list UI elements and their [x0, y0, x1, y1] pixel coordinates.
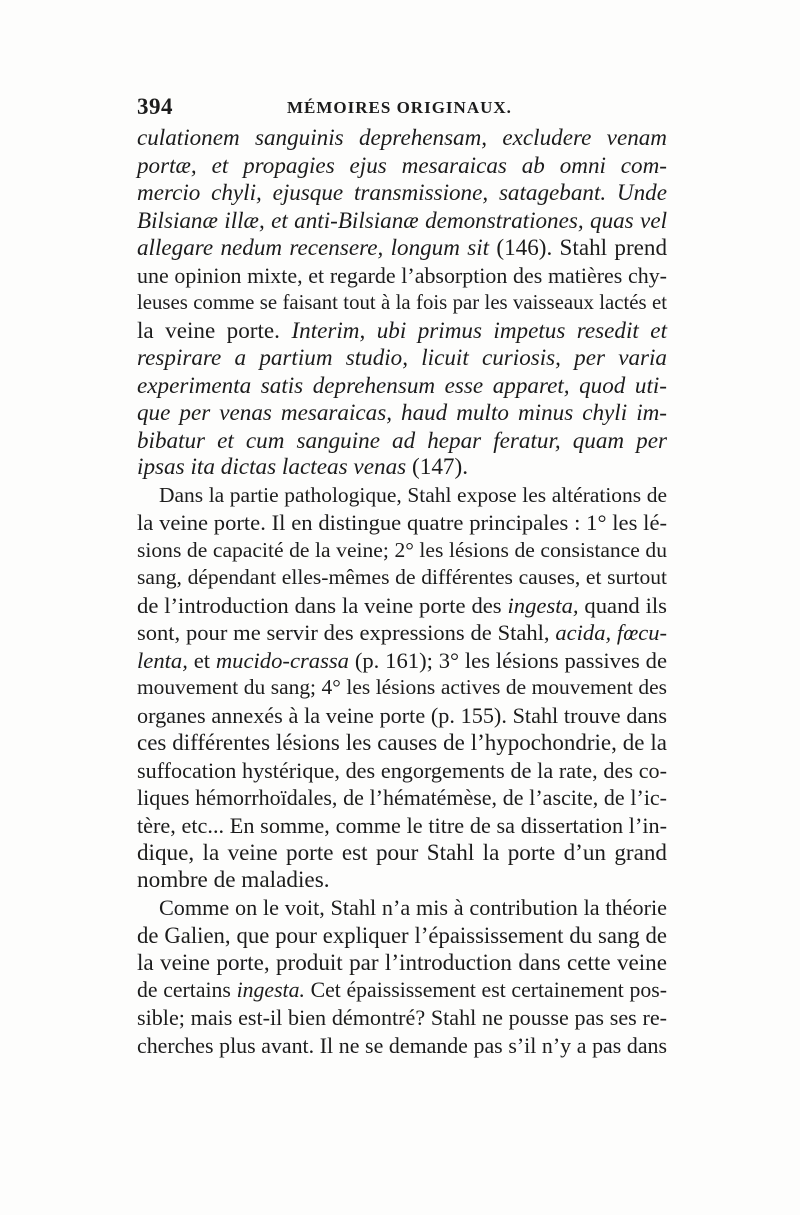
- text-line: [137, 674, 667, 702]
- text-segment: nombre de maladies.: [137, 866, 330, 893]
- text-segment: organes annexés à la veine porte (p. 155). Stahl trouve dans: [137, 702, 667, 728]
- text-segment: (p. 161); 3° les lésions passives de: [349, 647, 667, 673]
- text-segment: Dans la partie pathologique, Stahl expose les altérations de: [159, 482, 667, 507]
- text-segment: liques hémorrhoïdales, de l’hématémèse, de l’ascite, de l’ic-: [137, 785, 667, 810]
- text-segment: la veine porte. Il en distingue quatre principales : 1° les lé-: [137, 510, 667, 535]
- text-line: [137, 1004, 667, 1032]
- text-line: [137, 839, 667, 867]
- text-line: [137, 894, 667, 922]
- italic-text-segment: que per venas mesaraicas, haud multo minus chyli im-: [137, 399, 667, 425]
- text-line: [137, 317, 667, 345]
- text-segment: sions de capacité de la veine; 2° les lésions de consistance du: [137, 537, 667, 562]
- page-number: 394: [137, 94, 173, 119]
- text-line: [137, 1032, 667, 1060]
- text-line: [137, 867, 667, 895]
- italic-text-segment: portæ, et propagies ejus mesaraicas ab omni com-: [137, 151, 667, 178]
- text-line: [137, 509, 667, 537]
- text-line: [137, 179, 667, 207]
- text-segment: Cet épaississement est certainement pos-: [304, 977, 667, 1002]
- italic-text-segment: ingesta.: [236, 977, 305, 1002]
- text-line: [137, 152, 667, 180]
- text-line: [137, 454, 667, 482]
- text-line: [137, 812, 667, 840]
- text-line: [137, 427, 667, 455]
- text-line: [137, 757, 667, 785]
- text-segment: sang, dépendant elles-mêmes de différentes causes, et surtout: [137, 565, 667, 589]
- text-segment: la veine porte, produit par l’introduction dans cette veine: [137, 949, 667, 975]
- text-line: [137, 289, 667, 317]
- italic-text-segment: mucido-crassa: [215, 647, 349, 673]
- italic-text-segment: ipsas ita dictas lacteas venas: [137, 454, 407, 480]
- text-segment: une opinion mixte, et regarde l’absorption des matières chy-: [137, 262, 667, 288]
- text-segment: sont, pour me servir des expressions de Stahl,: [137, 620, 556, 645]
- page-header: [137, 94, 677, 124]
- text-segment: (147).: [406, 454, 469, 480]
- text-line: [137, 262, 667, 290]
- italic-text-segment: Interim, ubi primus impetus resedit et: [291, 316, 667, 343]
- text-line: [137, 619, 667, 647]
- italic-text-segment: allegare nedum recensere, longum sit: [137, 234, 490, 260]
- italic-text-segment: mercio chyli, ejusque transmissione, satagebant. Unde: [137, 179, 667, 205]
- text-segment: et: [187, 647, 216, 673]
- text-segment: ces différentes lésions les causes de l’hypochondrie, de la: [137, 730, 667, 755]
- text-segment: de certains: [137, 977, 237, 1002]
- text-line: [137, 729, 667, 757]
- text-segment: sible; mais est-il bien démontré? Stahl ne pousse pas ses re-: [137, 1005, 667, 1030]
- text-line: [137, 344, 667, 372]
- text-line: [137, 784, 667, 812]
- text-line: [137, 702, 667, 730]
- text-line: [137, 949, 667, 977]
- running-head: MÉMOIRES ORIGINAUX.: [287, 98, 512, 117]
- italic-text-segment: lenta,: [137, 647, 188, 673]
- text-line: [137, 537, 667, 565]
- italic-text-segment: experimenta satis deprehensum esse apparet, quod uti-: [137, 371, 667, 398]
- text-line: [137, 482, 667, 510]
- text-segment: de l’introduction dans la veine porte des: [137, 592, 508, 618]
- text-line: [137, 372, 667, 400]
- text-line: [137, 207, 667, 235]
- text-segment: tère, etc... En somme, comme le titre de sa dissertation l’in-: [137, 812, 667, 838]
- text-segment: suffocation hystérique, des engorgements de la rate, des co-: [137, 757, 667, 783]
- text-line: [137, 399, 667, 427]
- italic-text-segment: respirare a partium studio, licuit curiosis, per varia: [137, 344, 667, 370]
- text-line: [137, 124, 667, 152]
- text-segment: Comme on le voit, Stahl n’a mis à contribution la théorie: [159, 895, 667, 920]
- text-segment: de Galien, que pour expliquer l’épaississement du sang de: [137, 922, 667, 948]
- italic-text-segment: acida, fœcu-: [555, 620, 667, 645]
- text-segment: dique, la veine porte est pour Stahl la porte d’un grand: [137, 839, 667, 865]
- text-segment: cherches plus avant. Il ne se demande pas s’il n’y a pas dans: [137, 1032, 667, 1058]
- body-text: [137, 124, 667, 1059]
- text-line: [137, 977, 667, 1005]
- text-line: [137, 922, 667, 950]
- text-segment: (146). Stahl prend: [489, 234, 668, 260]
- italic-text-segment: culationem sanguinis deprehensam, excludere venam: [137, 124, 667, 150]
- text-segment: la veine porte.: [137, 316, 292, 343]
- text-line: [137, 564, 667, 592]
- italic-text-segment: bibatur et cum sanguine ad hepar feratur, quam per: [137, 426, 667, 453]
- text-segment: mouvement du sang; 4° les lésions actives de mouvement des: [137, 675, 667, 699]
- italic-text-segment: Bilsianæ illæ, et anti-Bilsianæ demonstrationes, quas vel: [137, 206, 667, 233]
- text-segment: leuses comme se faisant tout à la fois par les vaisseaux lactés et: [137, 290, 667, 314]
- text-line: [137, 592, 667, 620]
- text-line: [137, 647, 667, 675]
- italic-text-segment: ingesta,: [507, 592, 579, 618]
- text-segment: quand ils: [578, 592, 667, 618]
- text-line: [137, 234, 667, 262]
